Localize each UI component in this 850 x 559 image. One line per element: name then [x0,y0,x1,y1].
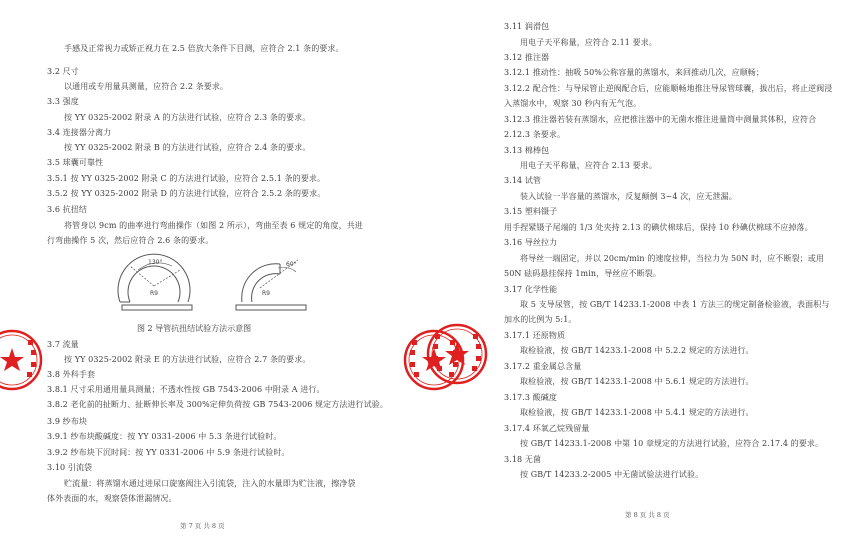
section-heading: 3.17.3 酸碱度 [504,393,557,402]
diagram-left-130deg [118,254,192,310]
text-line: 入蒸馏水中，观察 30 秒内有无气泡。 [504,99,642,108]
section-heading: 3.2 尺寸 [47,67,79,76]
text-line: 贮流量：将蒸馏水通过进尿口旋塞阀注入引流袋，注入的水量即为贮注液，擦净袋 [64,479,356,488]
kink-test-diagram [110,250,330,320]
section-heading: 3.7 流量 [47,340,79,349]
text-line: 体外表面的水，观察袋体泄漏情况。 [47,494,177,503]
text-line: 3.5.1 按 YY 0325-2002 附录 C 的方法进行试验，应符合 2.5.1 条的要求。 [47,174,326,183]
text-line: 将导丝一端固定，并以 20cm/min 的速度拉伸，当拉力为 50N 时，应不断裂；或用 [520,254,824,263]
red-seal-stamp [425,322,489,386]
right-page [425,0,850,559]
text-line: 取检验液，按 GB/T 14233.1-2008 中 5.6.1 规定的方法进行。 [520,377,754,386]
section-heading: 3.17.4 环氧乙烷残留量 [504,424,590,433]
section-heading: 3.9 纱布块 [47,417,87,426]
section-heading: 3.17.1 还原物质 [504,331,566,340]
angle-label: 130° [148,259,163,266]
section-heading: 3.17 化学性能 [504,285,558,294]
text-line: 取检验液，按 GB/T 14233.1-2008 中 5.4.1 规定的方法进行。 [520,408,754,417]
section-heading: 3.10 引流袋 [47,463,93,472]
text-line: 按 GB/T 14233.1-2008 中第 10 章规定的方法进行试验，应符合 2.17.4 的要求。 [520,439,824,448]
text-line: 3.12.3 推注器若装有蒸馏水，应把推注器中的无菌水推注进量筒中测量其体积，应符合 [504,115,817,124]
text-line: 3.8.2 老化前的扯断力、扯断伸长率及 300%定伸负荷按 GB 7543-2006 规定方法进行试验。 [47,400,388,409]
text-line: 3.5.2 按 YY 0325-2002 附录 D 的方法进行试验，应符合 2.5.2 条的要求。 [47,189,326,198]
text-line: 加水的比例为 5:1。 [504,315,577,324]
text-line: 50N 砝码悬挂保持 1min，导丝应不断裂。 [504,269,661,278]
section-heading: 3.16 导丝拉力 [504,238,558,247]
page-number: 第 7 页 共 8 页 [180,522,225,530]
text-line: 按 YY 0325-2002 附录 A 的方法进行试验，应符合 2.3 条的要求。 [64,113,311,122]
red-seal-stamp [0,328,44,392]
section-heading: 3.17.2 重金属总含量 [504,362,582,371]
angle-label: 60° [286,261,297,268]
section-heading: 3.5 球囊可靠性 [47,158,104,167]
radius-label: R9 [262,290,270,297]
section-heading: 3.14 试管 [504,176,542,185]
text-line: 3.8.1 尺寸采用通用量具测量；不透水性按 GB 7543-2006 中附录 A 进行。 [47,385,325,394]
text-line: 用电子天平称量，应符合 2.11 要求。 [520,38,657,47]
section-heading: 3.11 润滑包 [504,22,550,31]
section-heading: 3.8 外科手套 [47,370,96,379]
text-line: 用电子天平称量，应符合 2.13 要求。 [520,161,657,170]
text-line: 将管身以 9cm 的曲率进行弯曲操作（如图 2 所示），弯曲至表 6 规定的角度，共进 [64,221,363,230]
figure-caption: 图 2 导管抗扭结试验方法示意图 [137,324,252,333]
text-line: 取 5 支导尿管，按 GB/T 14233.1-2008 中表 1 方法三的规定制备检验液，表面积与 [520,300,830,309]
page-number: 第 8 页 共 8 页 [625,511,670,519]
text-line: 3.9.2 纱布块下沉时间：按 YY 0331-2006 中 5.9 条进行试验时。 [47,448,290,457]
text-line: 用手捏紧镊子尾端的 1/3 处夹持 2.13 的碘伏棉球后，保持 10 秒碘伏棉球不应掉落。 [504,223,813,232]
text-line: 装入试验一半容量的蒸馏水，反复颠倒 3~4 次，应无泄漏。 [520,192,737,201]
section-heading: 3.13 棉棒包 [504,146,550,155]
text-line: 按 YY 0325-2002 附录 B 的方法进行试验，应符合 2.4 条的要求。 [64,143,311,152]
section-heading: 3.6 抗扭结 [47,205,87,214]
section-heading: 3.15 塑料镊子 [504,207,558,216]
text-line: 手感及正常视力或矫正视力在 2.5 倍放大条件下目测，应符合 2.1 条的要求。 [64,44,344,53]
text-line: 行弯曲操作 5 次，然后应符合 2.6 条的要求。 [47,236,214,245]
section-heading: 3.3 强度 [47,97,79,106]
section-heading: 3.12 推注器 [504,53,550,62]
text-line: 2.12.3 条要求。 [504,130,566,139]
text-line: 以通用或专用量具测量，应符合 2.2 条要求。 [64,82,229,91]
section-heading: 3.18 无菌 [504,455,542,464]
diagram-right-60deg [236,260,306,310]
text-line: 3.12.1 推动性：抽吸 50%公称容量的蒸馏水，来回推动几次，应顺畅； [504,68,765,77]
section-heading: 3.4 连接器分离力 [47,128,112,137]
text-line: 按 GB/T 14233.2-2005 中无菌试验法进行试验。 [520,470,704,479]
text-line: 按 YY 0325-2002 附录 E 的方法进行试验，应符合 2.7 条的要求。 [64,355,311,364]
text-line: 取检验液，按 GB/T 14233.1-2008 中 5.2.2 规定的方法进行。 [520,346,754,355]
radius-label: R9 [150,290,158,297]
text-line: 3.9.1 纱布块酸碱度：按 YY 0331-2006 中 5.3 条进行试验时。 [47,432,282,441]
text-line: 3.12.2 配合性：与导尿管止逆阀配合后，应能顺畅地推注导尿管球囊，拔出后，将止逆阀浸 [504,84,833,93]
